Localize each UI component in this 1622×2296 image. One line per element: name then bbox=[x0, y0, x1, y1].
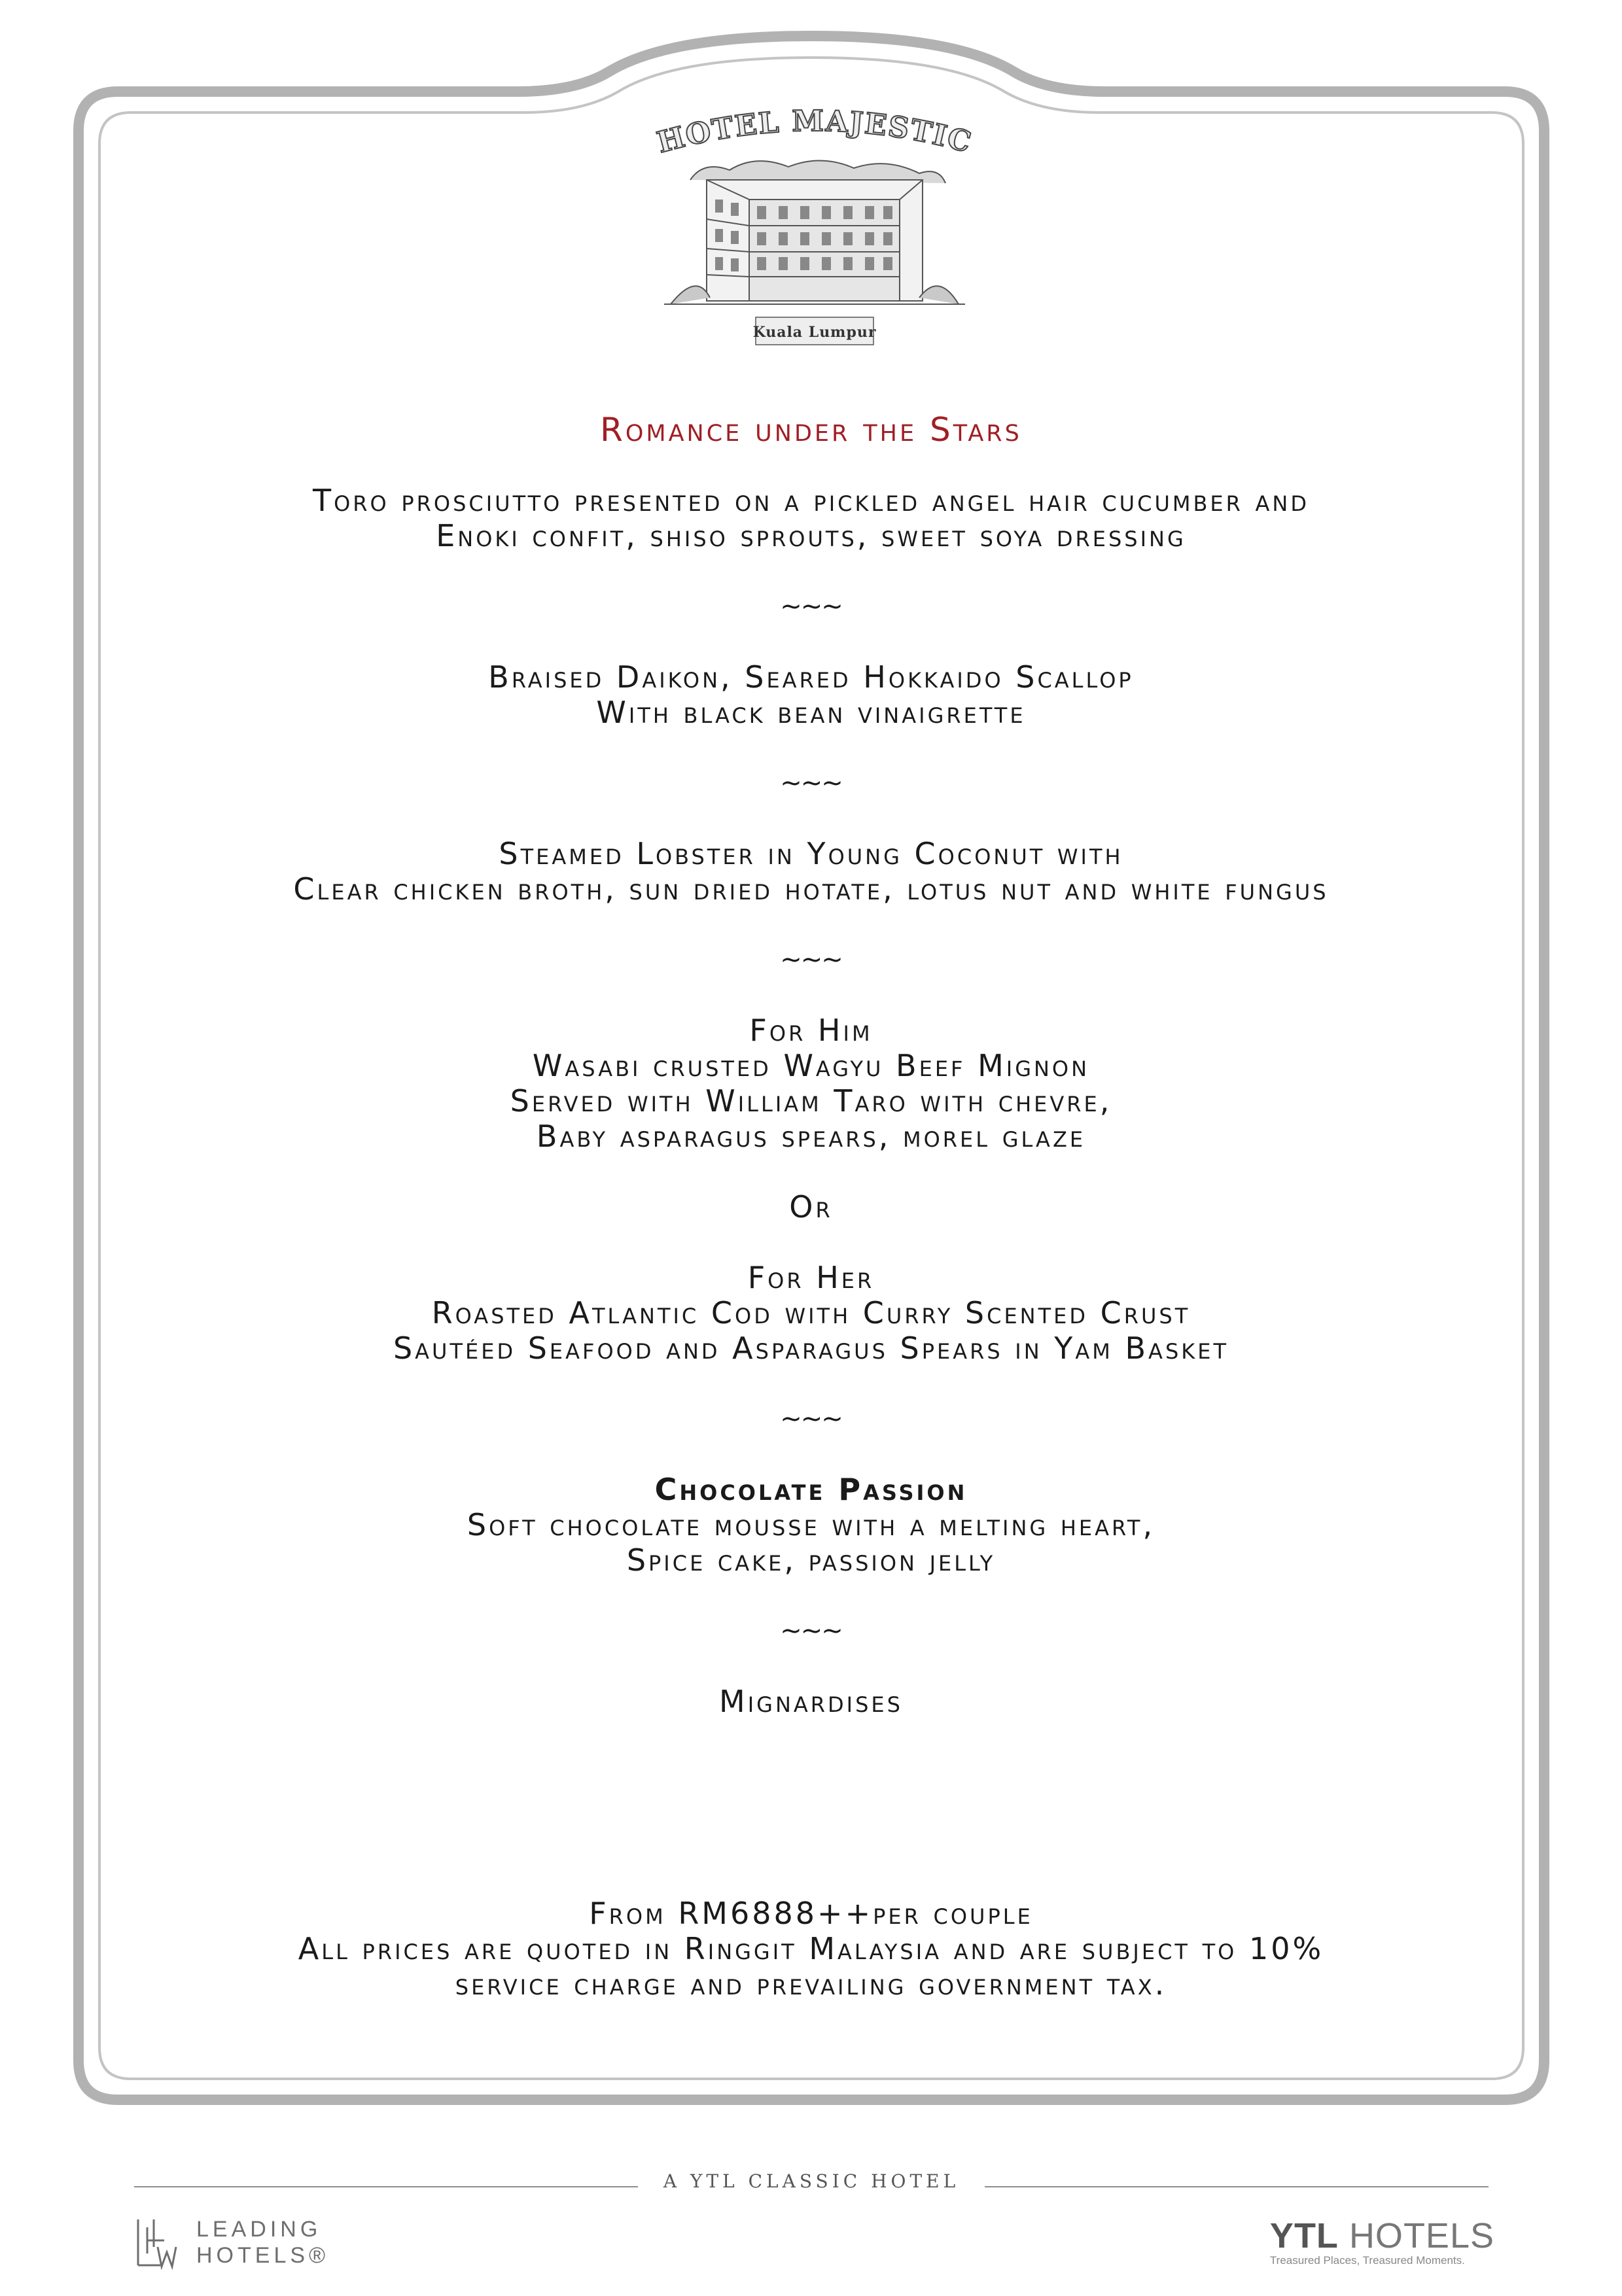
dessert-line1: Soft chocolate mousse with a melting heart, bbox=[467, 1507, 1155, 1542]
dessert-heading: Chocolate Passion bbox=[654, 1472, 968, 1507]
leading-hotels-logo bbox=[196, 2216, 329, 2269]
price-line: From RM6888++per couple bbox=[589, 1896, 1033, 1931]
ytl-brand-b: HOTELS bbox=[1349, 2216, 1494, 2255]
logo-city-text: Kuala Lumpur bbox=[752, 324, 877, 341]
svg-text:HOTEL MAJESTIC: HOTEL MAJESTIC bbox=[654, 108, 976, 160]
menu-body bbox=[131, 412, 1491, 2002]
price-note-line2: service charge and prevailing government tax. bbox=[455, 1966, 1167, 2002]
hotel-majestic-logo bbox=[644, 108, 985, 357]
for-her-heading: For Her bbox=[747, 1260, 875, 1295]
for-him-line1: Wasabi crusted Wagyu Beef Mignon bbox=[532, 1048, 1090, 1083]
course3-line2: Clear chicken broth, sun dried hotate, lotus nut and white fungus bbox=[293, 871, 1329, 907]
ytl-hotels-logo bbox=[1270, 2218, 1494, 2267]
ytl-classic-tagline: A YTL CLASSIC HOTEL bbox=[663, 2170, 960, 2192]
footer-divider-right bbox=[985, 2186, 1489, 2187]
for-her-line1: Roasted Atlantic Cod with Curry Scented Crust bbox=[431, 1295, 1191, 1331]
lhw-line1: LEADING bbox=[196, 2217, 322, 2242]
course-separator: ~~~ bbox=[780, 1404, 842, 1434]
ytl-brand-a: YTL bbox=[1269, 2216, 1339, 2255]
for-her-line2: Sautéed Seafood and Asparagus Spears in Yam Basket bbox=[393, 1331, 1229, 1366]
course1-line2: Enoki confit, shiso sprouts, sweet soya dressing bbox=[436, 518, 1186, 553]
course2-line1: Braised Daikon, Seared Hokkaido Scallop bbox=[488, 659, 1134, 695]
dessert-line2: Spice cake, passion jelly bbox=[626, 1542, 996, 1578]
lhw-line2: HOTELS® bbox=[196, 2243, 330, 2268]
mignardises: Mignardises bbox=[719, 1684, 903, 1719]
ytl-slogan: Treasured Places, Treasured Moments. bbox=[1269, 2254, 1465, 2267]
course-separator: ~~~ bbox=[780, 768, 842, 798]
course2-line2: With black bean vinaigrette bbox=[596, 695, 1026, 730]
footer-divider-left bbox=[134, 2186, 638, 2187]
course-separator: ~~~ bbox=[780, 945, 842, 975]
course-separator: ~~~ bbox=[780, 591, 842, 621]
course3-line1: Steamed Lobster in Young Coconut with bbox=[499, 836, 1123, 871]
for-him-heading: For Him bbox=[749, 1013, 873, 1048]
menu-title: Romance under the Stars bbox=[600, 411, 1022, 449]
or-text: Or bbox=[789, 1189, 833, 1225]
price-note-line1: All prices are quoted in Ringgit Malaysia and are subject to 10% bbox=[298, 1931, 1324, 1966]
for-him-line3: Baby asparagus spears, morel glaze bbox=[536, 1119, 1086, 1154]
for-him-line2: Served with William Taro with chevre, bbox=[510, 1083, 1112, 1119]
course1-line1: Toro prosciutto presented on a pickled angel hair cucumber and bbox=[313, 483, 1309, 518]
course-separator: ~~~ bbox=[780, 1616, 842, 1646]
